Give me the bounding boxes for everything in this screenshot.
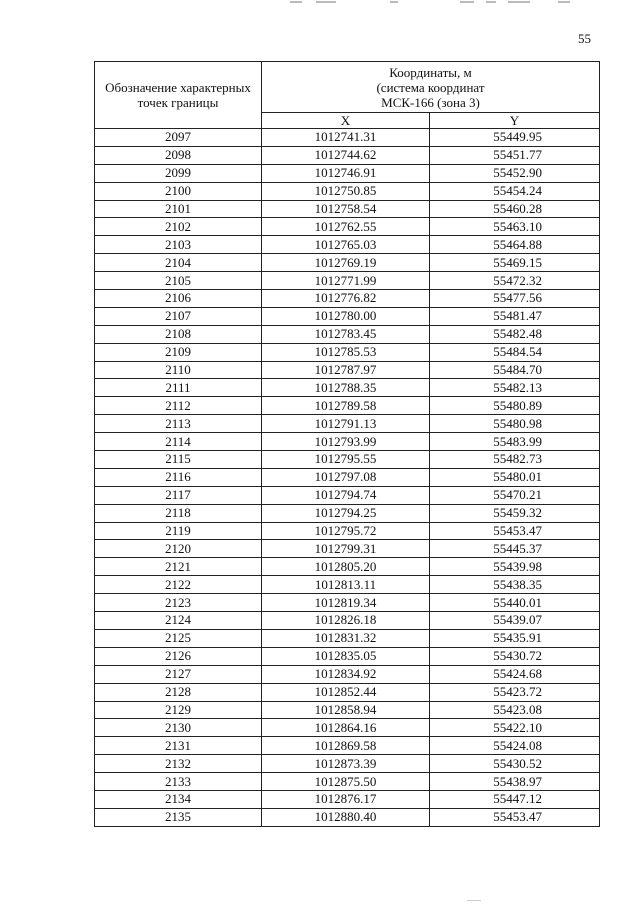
x-coordinate-cell: 1012794.74 bbox=[262, 486, 430, 504]
table-row bbox=[95, 808, 600, 826]
y-coordinate-cell: 55482.73 bbox=[430, 451, 600, 469]
table-body bbox=[95, 129, 600, 827]
y-coordinate-cell: 55440.01 bbox=[430, 594, 600, 612]
table-row bbox=[95, 719, 600, 737]
point-cell: 2123 bbox=[95, 594, 262, 612]
x-coordinate-cell: 1012834.92 bbox=[262, 665, 430, 683]
coordinates-column-header bbox=[262, 62, 600, 113]
y-coordinate-cell: 55424.68 bbox=[430, 665, 600, 683]
table-row bbox=[95, 701, 600, 719]
table-row bbox=[95, 433, 600, 451]
y-coordinate-cell: 55480.98 bbox=[430, 415, 600, 433]
x-coordinate-cell: 1012793.99 bbox=[262, 433, 430, 451]
x-coordinate-cell: 1012799.31 bbox=[262, 540, 430, 558]
x-coordinate-cell: 1012791.13 bbox=[262, 415, 430, 433]
table-row bbox=[95, 325, 600, 343]
table-row bbox=[95, 737, 600, 755]
y-coordinate-cell: 55423.72 bbox=[430, 683, 600, 701]
point-cell: 2111 bbox=[95, 379, 262, 397]
point-cell: 2119 bbox=[95, 522, 262, 540]
point-cell: 2128 bbox=[95, 683, 262, 701]
table-row bbox=[95, 361, 600, 379]
point-cell: 2130 bbox=[95, 719, 262, 737]
coordinates-header-line-3: МСК-166 (зона 3) bbox=[381, 94, 480, 110]
table-row bbox=[95, 755, 600, 773]
y-coordinate-cell: 55430.52 bbox=[430, 755, 600, 773]
table-row bbox=[95, 164, 600, 182]
y-coordinate-cell: 55449.95 bbox=[430, 129, 600, 147]
point-cell: 2107 bbox=[95, 307, 262, 325]
point-cell: 2103 bbox=[95, 236, 262, 254]
y-coordinate-cell: 55480.01 bbox=[430, 468, 600, 486]
y-coordinate-cell: 55451.77 bbox=[430, 146, 600, 164]
y-coordinate-cell: 55439.98 bbox=[430, 558, 600, 576]
x-coordinate-cell: 1012762.55 bbox=[262, 218, 430, 236]
table-row bbox=[95, 307, 600, 325]
point-cell: 2106 bbox=[95, 290, 262, 308]
x-coordinate-cell: 1012787.97 bbox=[262, 361, 430, 379]
point-cell: 2120 bbox=[95, 540, 262, 558]
x-coordinate-cell: 1012794.25 bbox=[262, 504, 430, 522]
x-coordinate-cell: 1012831.32 bbox=[262, 629, 430, 647]
page-number: 55 bbox=[578, 31, 591, 46]
table-row bbox=[95, 343, 600, 361]
x-coordinate-cell: 1012880.40 bbox=[262, 808, 430, 826]
y-coordinate-cell: 55484.70 bbox=[430, 361, 600, 379]
table-row bbox=[95, 272, 600, 290]
y-coordinate-cell: 55424.08 bbox=[430, 737, 600, 755]
x-coordinate-cell: 1012795.55 bbox=[262, 451, 430, 469]
table-row bbox=[95, 612, 600, 630]
coordinates-table bbox=[94, 61, 600, 827]
x-column-header: X bbox=[262, 113, 430, 129]
point-cell: 2097 bbox=[95, 129, 262, 147]
table-row bbox=[95, 540, 600, 558]
x-coordinate-cell: 1012826.18 bbox=[262, 612, 430, 630]
y-coordinate-cell: 55483.99 bbox=[430, 433, 600, 451]
point-cell: 2135 bbox=[95, 808, 262, 826]
point-cell: 2133 bbox=[95, 773, 262, 791]
x-coordinate-cell: 1012852.44 bbox=[262, 683, 430, 701]
x-coordinate-cell: 1012795.72 bbox=[262, 522, 430, 540]
table-row bbox=[95, 576, 600, 594]
table-row bbox=[95, 290, 600, 308]
point-cell: 2124 bbox=[95, 612, 262, 630]
table-row bbox=[95, 200, 600, 218]
y-coordinate-cell: 55447.12 bbox=[430, 790, 600, 808]
y-column-header: Y bbox=[430, 113, 600, 129]
y-coordinate-cell: 55430.72 bbox=[430, 647, 600, 665]
x-coordinate-cell: 1012771.99 bbox=[262, 272, 430, 290]
point-cell: 2110 bbox=[95, 361, 262, 379]
point-cell: 2109 bbox=[95, 343, 262, 361]
y-coordinate-cell: 55438.97 bbox=[430, 773, 600, 791]
point-cell: 2122 bbox=[95, 576, 262, 594]
x-coordinate-cell: 1012869.58 bbox=[262, 737, 430, 755]
coordinates-header-line-1: Координаты, м bbox=[389, 64, 472, 80]
y-coordinate-cell: 55482.13 bbox=[430, 379, 600, 397]
point-cell: 2100 bbox=[95, 182, 262, 200]
table-row bbox=[95, 486, 600, 504]
point-cell: 2131 bbox=[95, 737, 262, 755]
x-coordinate-cell: 1012858.94 bbox=[262, 701, 430, 719]
x-coordinate-cell: 1012785.53 bbox=[262, 343, 430, 361]
x-coordinate-cell: 1012765.03 bbox=[262, 236, 430, 254]
point-cell: 2114 bbox=[95, 433, 262, 451]
table-row bbox=[95, 683, 600, 701]
point-cell: 2127 bbox=[95, 665, 262, 683]
point-column-header: Обозначение характерных точек границы bbox=[95, 62, 262, 129]
point-cell: 2113 bbox=[95, 415, 262, 433]
table-row bbox=[95, 379, 600, 397]
x-coordinate-cell: 1012769.19 bbox=[262, 254, 430, 272]
point-cell: 2105 bbox=[95, 272, 262, 290]
table-row bbox=[95, 773, 600, 791]
x-coordinate-cell: 1012875.50 bbox=[262, 773, 430, 791]
x-coordinate-cell: 1012750.85 bbox=[262, 182, 430, 200]
y-coordinate-cell: 55463.10 bbox=[430, 218, 600, 236]
point-cell: 2104 bbox=[95, 254, 262, 272]
x-coordinate-cell: 1012813.11 bbox=[262, 576, 430, 594]
point-cell: 2101 bbox=[95, 200, 262, 218]
x-coordinate-cell: 1012776.82 bbox=[262, 290, 430, 308]
y-coordinate-cell: 55454.24 bbox=[430, 182, 600, 200]
x-coordinate-cell: 1012797.08 bbox=[262, 468, 430, 486]
table-row bbox=[95, 504, 600, 522]
table-row bbox=[95, 594, 600, 612]
table-row bbox=[95, 558, 600, 576]
table-row bbox=[95, 182, 600, 200]
x-coordinate-cell: 1012744.62 bbox=[262, 146, 430, 164]
table-row bbox=[95, 790, 600, 808]
coordinates-header-line-2: (система координат bbox=[376, 79, 485, 95]
x-coordinate-cell: 1012789.58 bbox=[262, 397, 430, 415]
table-row bbox=[95, 468, 600, 486]
point-cell: 2115 bbox=[95, 451, 262, 469]
y-coordinate-cell: 55484.54 bbox=[430, 343, 600, 361]
scan-artifact-marks bbox=[290, 0, 600, 6]
x-coordinate-cell: 1012819.34 bbox=[262, 594, 430, 612]
y-coordinate-cell: 55472.32 bbox=[430, 272, 600, 290]
y-coordinate-cell: 55477.56 bbox=[430, 290, 600, 308]
y-coordinate-cell: 55480.89 bbox=[430, 397, 600, 415]
x-coordinate-cell: 1012741.31 bbox=[262, 129, 430, 147]
table-row bbox=[95, 451, 600, 469]
table-row bbox=[95, 415, 600, 433]
y-coordinate-cell: 55452.90 bbox=[430, 164, 600, 182]
table-row bbox=[95, 397, 600, 415]
y-coordinate-cell: 55470.21 bbox=[430, 486, 600, 504]
table-row bbox=[95, 129, 600, 147]
x-coordinate-cell: 1012864.16 bbox=[262, 719, 430, 737]
point-cell: 2117 bbox=[95, 486, 262, 504]
point-cell: 2129 bbox=[95, 701, 262, 719]
y-coordinate-cell: 55460.28 bbox=[430, 200, 600, 218]
x-coordinate-cell: 1012780.00 bbox=[262, 307, 430, 325]
point-cell: 2102 bbox=[95, 218, 262, 236]
x-coordinate-cell: 1012758.54 bbox=[262, 200, 430, 218]
y-coordinate-cell: 55438.35 bbox=[430, 576, 600, 594]
table-row bbox=[95, 146, 600, 164]
x-coordinate-cell: 1012835.05 bbox=[262, 647, 430, 665]
x-coordinate-cell: 1012783.45 bbox=[262, 325, 430, 343]
table-row bbox=[95, 254, 600, 272]
y-coordinate-cell: 55469.15 bbox=[430, 254, 600, 272]
y-coordinate-cell: 55445.37 bbox=[430, 540, 600, 558]
x-coordinate-cell: 1012873.39 bbox=[262, 755, 430, 773]
point-cell: 2112 bbox=[95, 397, 262, 415]
y-coordinate-cell: 55482.48 bbox=[430, 325, 600, 343]
y-coordinate-cell: 55453.47 bbox=[430, 808, 600, 826]
table-row bbox=[95, 629, 600, 647]
y-coordinate-cell: 55439.07 bbox=[430, 612, 600, 630]
y-coordinate-cell: 55464.88 bbox=[430, 236, 600, 254]
point-cell: 2116 bbox=[95, 468, 262, 486]
x-coordinate-cell: 1012876.17 bbox=[262, 790, 430, 808]
table-row bbox=[95, 647, 600, 665]
point-cell: 2132 bbox=[95, 755, 262, 773]
y-coordinate-cell: 55453.47 bbox=[430, 522, 600, 540]
table-header bbox=[95, 62, 600, 129]
point-cell: 2108 bbox=[95, 325, 262, 343]
y-coordinate-cell: 55435.91 bbox=[430, 629, 600, 647]
point-cell: 2118 bbox=[95, 504, 262, 522]
y-coordinate-cell: 55459.32 bbox=[430, 504, 600, 522]
point-cell: 2134 bbox=[95, 790, 262, 808]
point-cell: 2126 bbox=[95, 647, 262, 665]
table-row bbox=[95, 218, 600, 236]
table-row bbox=[95, 665, 600, 683]
x-coordinate-cell: 1012788.35 bbox=[262, 379, 430, 397]
point-cell: 2098 bbox=[95, 146, 262, 164]
y-coordinate-cell: 55422.10 bbox=[430, 719, 600, 737]
y-coordinate-cell: 55481.47 bbox=[430, 307, 600, 325]
table-row bbox=[95, 236, 600, 254]
point-cell: 2121 bbox=[95, 558, 262, 576]
point-cell: 2125 bbox=[95, 629, 262, 647]
scan-artifact-bottom bbox=[467, 900, 481, 901]
x-coordinate-cell: 1012746.91 bbox=[262, 164, 430, 182]
y-coordinate-cell: 55423.08 bbox=[430, 701, 600, 719]
x-coordinate-cell: 1012805.20 bbox=[262, 558, 430, 576]
table-row bbox=[95, 522, 600, 540]
point-cell: 2099 bbox=[95, 164, 262, 182]
